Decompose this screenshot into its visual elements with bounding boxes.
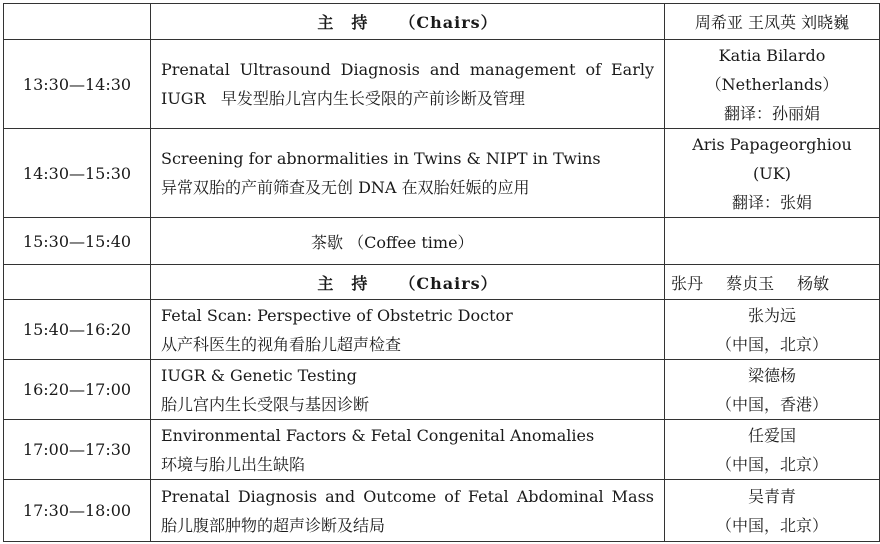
speaker-affiliation: （Netherlands）	[705, 74, 839, 94]
session-speaker	[665, 360, 880, 420]
session-row	[4, 129, 880, 218]
break-label: 茶歇 （Coffee time）	[151, 218, 665, 265]
session-time: 13:30—14:30	[4, 40, 151, 129]
session-time: 17:00—17:30	[4, 420, 151, 480]
session-title-en: Prenatal Diagnosis and Outcome of Fetal Abdominal Mass	[161, 486, 654, 506]
session-title-en: IUGR & Genetic Testing	[161, 365, 357, 385]
session-time: 15:40—16:20	[4, 300, 151, 360]
speaker-name: Katia Bilardo	[718, 45, 826, 65]
session-title-zh: 胎儿腹部肿物的超声诊断及结局	[161, 515, 386, 535]
session-title-en-zh	[161, 84, 654, 113]
chairs-header-en: （Chairs）	[399, 273, 498, 293]
chairs-header	[151, 265, 665, 300]
chairs-row	[4, 265, 880, 300]
speaker-affiliation: (UK)	[753, 163, 791, 183]
chairs-header-en: （Chairs）	[399, 13, 498, 32]
session-topic	[151, 300, 665, 360]
session-title-en: Fetal Scan: Perspective of Obstetric Doctor	[161, 305, 513, 325]
time-cell-empty	[4, 265, 151, 300]
session-title-en-cont: IUGR	[161, 89, 206, 108]
break-time: 15:30—15:40	[4, 218, 151, 265]
speaker-translator: 翻译：张娟	[731, 192, 812, 212]
chairs-header-zh: 主持	[317, 13, 386, 32]
session-title-en: Environmental Factors & Fetal Congenital Anomalies	[161, 425, 595, 445]
speaker-name: 梁德杨	[747, 365, 796, 385]
session-speaker	[665, 40, 880, 129]
session-title-en: Screening for abnormalities in Twins & NIPT in Twins	[161, 149, 601, 168]
chairs-header-zh: 主持	[317, 273, 386, 293]
speaker-affiliation: （中国，北京）	[715, 515, 828, 535]
session-time: 14:30—15:30	[4, 129, 151, 218]
speaker-name: Aris Papageorghiou	[692, 134, 852, 154]
session-time: 16:20—17:00	[4, 360, 151, 420]
session-title-zh: 早发型胎儿宫内生长受限的产前诊断及管理	[220, 89, 525, 108]
speaker-affiliation: （中国，香港）	[715, 394, 828, 414]
session-title-zh: 环境与胎儿出生缺陷	[161, 454, 306, 474]
speaker-name: 任爱国	[747, 425, 796, 445]
session-row	[4, 300, 880, 360]
break-speaker-empty	[665, 218, 880, 265]
session-speaker	[665, 300, 880, 360]
chairs-row	[4, 4, 880, 40]
session-topic	[151, 420, 665, 480]
session-speaker	[665, 420, 880, 480]
speaker-name: 张为远	[747, 305, 796, 325]
time-cell-empty	[4, 4, 151, 40]
session-time: 17:30—18:00	[4, 480, 151, 542]
schedule-table	[3, 3, 880, 542]
session-topic	[151, 360, 665, 420]
break-row	[4, 218, 880, 265]
session-title-zh: 胎儿宫内生长受限与基因诊断	[161, 394, 370, 414]
session-title-en: Prenatal Ultrasound Diagnosis and management of Early	[161, 60, 654, 79]
session-row	[4, 40, 880, 129]
session-speaker	[665, 480, 880, 542]
chairs-names: 周希亚 王凤英 刘晓巍	[665, 4, 880, 40]
session-title-zh: 异常双胎的产前筛查及无创 DNA 在双胎妊娠的应用	[161, 178, 530, 197]
session-row	[4, 480, 880, 542]
session-title-zh: 从产科医生的视角看胎儿超声检查	[161, 334, 402, 354]
session-speaker	[665, 129, 880, 218]
speaker-affiliation: （中国，北京）	[715, 334, 828, 354]
speaker-translator: 翻译：孙丽娟	[723, 103, 820, 123]
speaker-affiliation: （中国，北京）	[715, 454, 828, 474]
chairs-header	[151, 4, 665, 40]
speaker-name: 吴青青	[747, 486, 796, 506]
chairs-names: 张丹 蔡贞玉 杨敏	[665, 265, 880, 300]
session-topic	[151, 129, 665, 218]
session-row	[4, 420, 880, 480]
session-row	[4, 360, 880, 420]
session-topic	[151, 40, 665, 129]
session-topic	[151, 480, 665, 542]
